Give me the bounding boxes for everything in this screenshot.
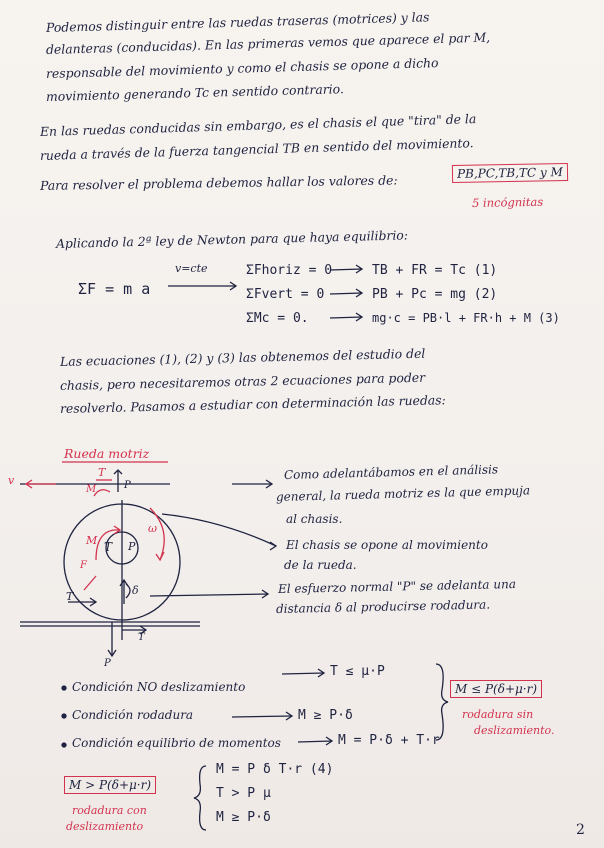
para4-line-3: resolverlo. Pasamos a estudiar con determinación las ruedas: bbox=[59, 392, 446, 416]
diagram-m-top: M bbox=[86, 484, 97, 495]
no-slip-label-2: deslizamiento. bbox=[474, 724, 555, 737]
note1-line-3: al chasis. bbox=[286, 512, 343, 526]
slip-label-1: rodadura con bbox=[72, 804, 147, 817]
note2-line-1: El chasis se opone al movimiento bbox=[286, 538, 488, 552]
note1-line-2: general, la rueda motriz es la que empuja bbox=[275, 483, 531, 504]
condition-3: Condición equilibrio de momentos bbox=[72, 736, 281, 750]
newton-intro: Aplicando la 2ª ley de Newton para que haya equilibrio: bbox=[55, 227, 409, 251]
note2-pointer bbox=[162, 514, 276, 546]
diagram-t-in: T bbox=[104, 540, 113, 554]
eq2-left: ΣFvert = 0 bbox=[246, 287, 325, 302]
diagram-f: F bbox=[80, 560, 87, 571]
intro-line-4: movimiento generando Tc en sentido contrario. bbox=[45, 81, 344, 104]
eq3-right: mg·c = PB·l + FR·h + M (3) bbox=[372, 311, 560, 325]
unknowns-box: PB,PC,TB,TC y M bbox=[452, 163, 568, 183]
intro-line-3: responsable del movimiento y como el chasis se opone a dicho bbox=[45, 55, 439, 81]
intro-line-2: delanteras (conducidas). En las primeras vemos que aparece el par M, bbox=[45, 29, 491, 57]
condition-2-eq: M ≥ P·δ bbox=[298, 708, 353, 723]
eq1-left: ΣFhoriz = 0 bbox=[246, 263, 333, 278]
no-slip-box: M ≤ P(δ+μ·r) bbox=[450, 680, 542, 698]
section-title: Rueda motriz bbox=[64, 446, 150, 461]
slip-label-2: deslizamiento bbox=[66, 820, 144, 833]
diagram-t-top: T bbox=[98, 466, 106, 479]
note3-pointer bbox=[150, 594, 268, 596]
eq2-right: PB + Pc = mg (2) bbox=[372, 287, 498, 302]
intro-line-1: Podemos distinguir entre las ruedas traseras (motrices) y las bbox=[45, 9, 430, 35]
eq1-right: TB + FR = Tc (1) bbox=[372, 263, 498, 278]
note3-line-2: distancia δ al producirse rodadura. bbox=[275, 597, 491, 616]
system-eq-2: T > P μ bbox=[216, 786, 271, 801]
para4-line-2: chasis, pero necesitaremos otras 2 ecuaciones para poder bbox=[59, 369, 426, 393]
system-eq-1: M = P δ T·r (4) bbox=[216, 762, 334, 777]
note1-line-1: Como adelantábamos en el análisis bbox=[283, 462, 499, 482]
condition-3-eq: M = P·δ + T·r bbox=[338, 733, 440, 748]
para3-line-1: Para resolver el problema debemos hallar los valores de: bbox=[39, 172, 398, 193]
diagram-delta: δ bbox=[132, 584, 139, 597]
unknowns-count: 5 incógnitas bbox=[471, 194, 544, 210]
newton-condition: v=cte bbox=[175, 262, 208, 275]
diagram-t-bottom: T bbox=[138, 632, 145, 643]
omega-label: ω bbox=[148, 522, 157, 535]
slip-box: M > P(δ+μ·r) bbox=[64, 776, 156, 794]
diagram-p-top: P bbox=[124, 480, 131, 491]
eq1-arrow bbox=[330, 269, 362, 270]
diagram-p-in: P bbox=[128, 540, 136, 553]
note2-line-2: de la rueda. bbox=[284, 558, 357, 572]
page-number: 2 bbox=[576, 822, 585, 838]
diagram-p-bottom: P bbox=[104, 658, 111, 669]
eq3-arrow bbox=[330, 317, 362, 318]
para2-line-1: En las ruedas conducidas sin embargo, es el chasis el que "tira" de la bbox=[39, 111, 477, 139]
eq2-arrow bbox=[330, 293, 362, 294]
newton-lhs: ΣF = m a bbox=[78, 280, 151, 298]
condition-2: Condición rodadura bbox=[72, 708, 194, 722]
eq3-left: ΣMc = 0. bbox=[246, 311, 309, 326]
condition-1: Condición NO deslizamiento bbox=[72, 680, 246, 694]
no-slip-label-1: rodadura sin bbox=[462, 708, 534, 721]
diagram-t-left: T bbox=[66, 590, 74, 603]
system-eq-3: M ≥ P·δ bbox=[216, 810, 271, 825]
note3-line-1: El esfuerzo normal "P" se adelanta una bbox=[277, 577, 517, 596]
para4-line-1: Las ecuaciones (1), (2) y (3) las obtenemos del estudio del bbox=[59, 345, 426, 369]
para2-line-2: rueda a través de la fuerza tangencial TB en sentido del movimiento. bbox=[39, 135, 474, 163]
velocity-label: v bbox=[8, 474, 15, 487]
diagram-m-in: M bbox=[86, 534, 98, 547]
condition-1-eq: T ≤ μ·P bbox=[330, 664, 385, 679]
